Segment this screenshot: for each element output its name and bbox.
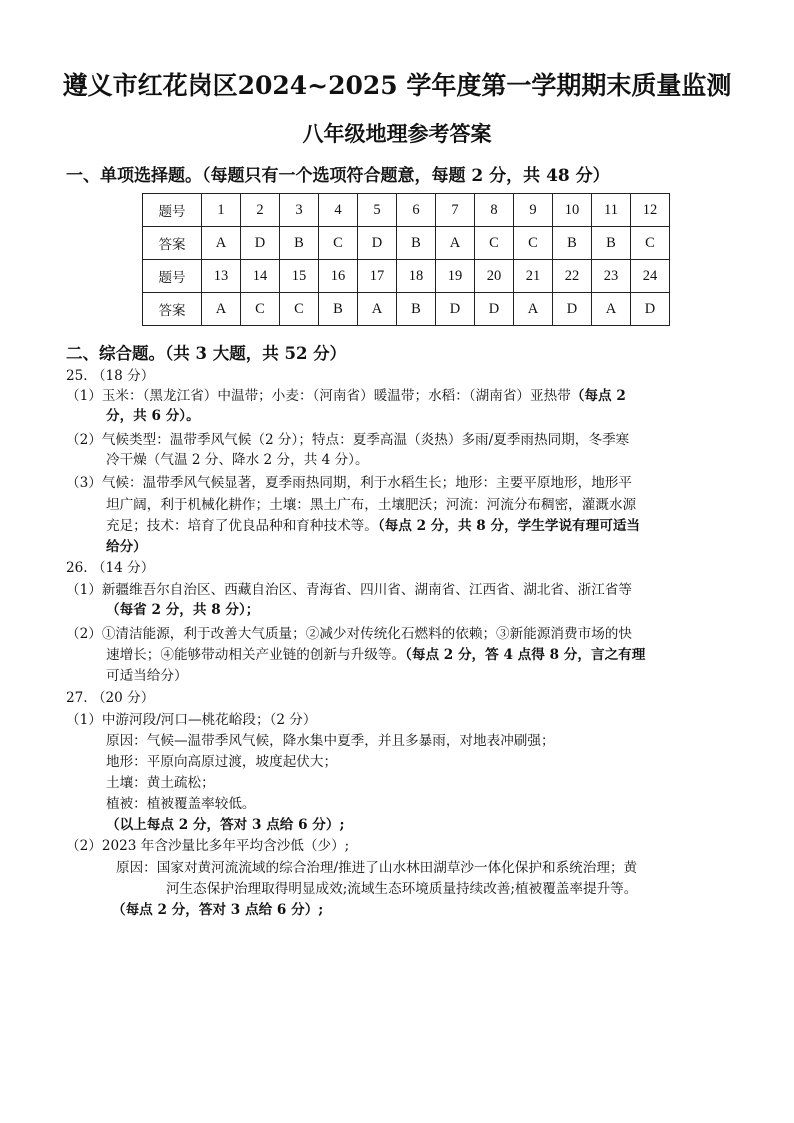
question-number-cell: 22 (553, 260, 592, 293)
question-number-cell: 18 (397, 260, 436, 293)
answer-cell: D (475, 293, 514, 326)
question-number-cell: 9 (514, 194, 553, 227)
row-label: 题号 (143, 260, 202, 293)
question-number-cell: 12 (631, 194, 670, 227)
answer-cell: D (241, 227, 280, 260)
answer-table (142, 193, 670, 326)
answer-cell: A (436, 227, 475, 260)
q25-p3: （3）气候：温带季风气候显著，夏季雨热同期，利于水稻生长；地形：主要平原地形，地形平 (66, 475, 632, 491)
q27-header: 27. （20 分） (66, 690, 155, 706)
scoring-note: （每点 2 分，共 8 分，学生学说有理可适当 (377, 518, 641, 534)
question-number-cell: 11 (592, 194, 631, 227)
answer-cell: C (241, 293, 280, 326)
q25-p2-cont: 冷干燥（气温 2 分、降水 2 分，共 4 分）。 (106, 452, 369, 468)
q27-p1-vegetation: 植被：植被覆盖率较低。 (106, 796, 256, 812)
answer-cell: A (202, 227, 241, 260)
q26-p2-cont: 可适当给分） (106, 668, 188, 684)
question-number-cell: 3 (280, 194, 319, 227)
q27-p1-terrain: 地形：平原向高原过渡，坡度起伏大； (106, 754, 338, 770)
scoring-note: 给分） (106, 539, 147, 555)
question-number-cell: 7 (436, 194, 475, 227)
answer-cell: B (553, 227, 592, 260)
section2-heading: 二、综合题。（共 3 大题，共 52 分） (66, 344, 347, 363)
question-number-cell: 14 (241, 260, 280, 293)
answer-cell: C (475, 227, 514, 260)
question-number-cell: 16 (319, 260, 358, 293)
row-label: 答案 (143, 227, 202, 260)
scoring-note: （每省 2 分，共 8 分）； (106, 602, 260, 618)
question-number-cell: 17 (358, 260, 397, 293)
scoring-note: （每点 2 分，答 4 点得 8 分，言之有理 (405, 647, 646, 663)
q25-p3-cont: 坦广阔，利于机械化耕作；土壤：黑土广布，土壤肥沃；河流：河流分布稠密，灌溉水源 (106, 497, 637, 513)
answer-cell: C (319, 227, 358, 260)
row-label: 题号 (143, 194, 202, 227)
question-number-cell: 23 (592, 260, 631, 293)
section1-heading: 一、单项选择题。（每题只有一个选项符合题意，每题 2 分，共 48 分） (66, 166, 610, 186)
answer-cell: B (397, 227, 436, 260)
table-row (143, 227, 670, 260)
q27-p2-reason: 原因：国家对黄河流流域的综合治理/推进了山水林田湖草沙一体化保护和系统治理；黄 (116, 860, 638, 876)
q27-p1-reason: 原因：气候—温带季风气候，降水集中夏季，并且多暴雨，对地表冲刷强； (106, 733, 555, 749)
table-row (143, 293, 670, 326)
document-subtitle: 八年级地理参考答案 (302, 121, 492, 146)
text-run: 速增长；④能够带动相关产业链的创新与升级等。 (106, 647, 406, 663)
answer-cell: D (358, 227, 397, 260)
q27-p1-soil: 土壤：黄土疏松； (106, 775, 215, 791)
text-run: 充足；技术：培育了优良品种和育种技术等。 (106, 518, 378, 534)
question-number-cell: 15 (280, 260, 319, 293)
q26-p1: （1）新疆维吾尔自治区、西藏自治区、青海省、四川省、湖南省、江西省、湖北省、浙江省等 (66, 582, 632, 598)
q25-header: 25. （18 分） (66, 368, 155, 384)
answer-cell: B (319, 293, 358, 326)
answer-cell: C (631, 227, 670, 260)
answer-cell: D (631, 293, 670, 326)
answer-cell: A (202, 293, 241, 326)
table-row (143, 260, 670, 293)
answer-cell: D (436, 293, 475, 326)
answer-cell: B (397, 293, 436, 326)
q27-p2: （2）2023 年含沙量比多年平均含沙低（少）; (66, 838, 350, 854)
question-number-cell: 2 (241, 194, 280, 227)
scoring-note: （每点 2 (570, 388, 626, 404)
question-number-cell: 20 (475, 260, 514, 293)
question-number-cell: 19 (436, 260, 475, 293)
question-number-cell: 13 (202, 260, 241, 293)
answer-cell: C (514, 227, 553, 260)
question-number-cell: 24 (631, 260, 670, 293)
question-number-cell: 8 (475, 194, 514, 227)
question-number-cell: 5 (358, 194, 397, 227)
question-number-cell: 10 (553, 194, 592, 227)
q25-p1 (66, 386, 626, 406)
answer-cell: C (280, 293, 319, 326)
q25-p2: （2）气候类型：温带季风气候（2 分）；特点：夏季高温（炎热）多雨/夏季雨热同期，冬季寒 (66, 432, 630, 448)
question-number-cell: 6 (397, 194, 436, 227)
row-label: 答案 (143, 293, 202, 326)
q26-header: 26. （14 分） (66, 560, 155, 576)
scoring-note: （以上每点 2 分，答对 3 点给 6 分）; (106, 817, 345, 833)
question-number-cell: 21 (514, 260, 553, 293)
answer-cell: B (280, 227, 319, 260)
answer-cell: B (592, 227, 631, 260)
document-title: 遵义市红花岗区2024~2025 学年度第一学期期末质量监测 (62, 71, 732, 100)
q26-p2-cont (106, 645, 645, 665)
text-run: （1）玉米：（黑龙江省）中温带；小麦：（河南省）暖温带；水稻：（湖南省）亚热带 (66, 388, 571, 404)
question-number-cell: 1 (202, 194, 241, 227)
q27-p2-reason-cont: 河生态保护治理取得明显成效;流域生态环境质量持续改善;植被覆盖率提升等。 (166, 881, 638, 897)
answer-cell: A (592, 293, 631, 326)
answer-cell: A (514, 293, 553, 326)
scoring-note: （每点 2 分，答对 3 点给 6 分）; (112, 902, 324, 918)
q26-p2: （2）①清洁能源，利于改善大气质量；②减少对传统化石燃料的依赖；③新能源消费市场的快 (66, 626, 632, 642)
q27-p1: （1）中游河段/河口—桃花峪段；（2 分） (66, 712, 317, 728)
answer-cell: D (553, 293, 592, 326)
answer-cell: A (358, 293, 397, 326)
table-row (143, 194, 670, 227)
q25-p3-cont (106, 516, 640, 536)
scoring-note: 分，共 6 分）。 (106, 408, 200, 424)
question-number-cell: 4 (319, 194, 358, 227)
